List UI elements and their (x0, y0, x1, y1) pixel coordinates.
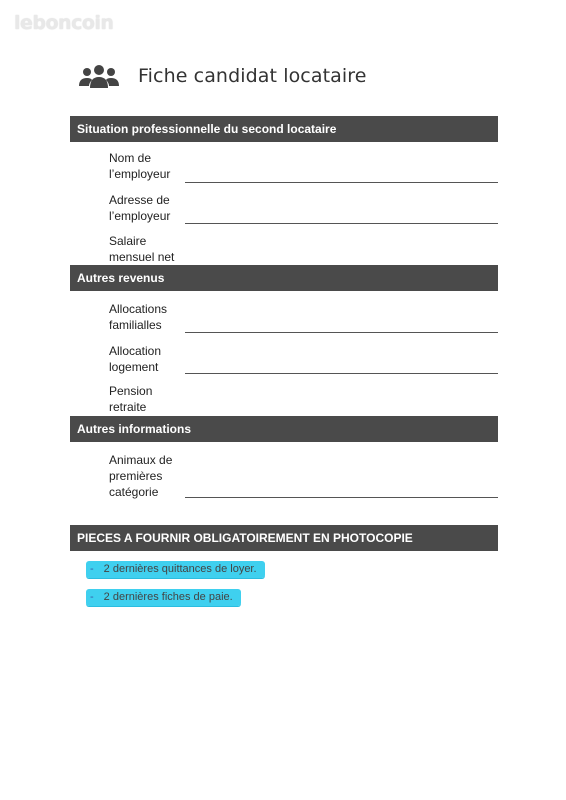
highlighted-item (86, 589, 241, 606)
label-line: l’employeur (109, 167, 171, 181)
label-line: catégorie (109, 485, 159, 499)
field-label-allocations-familiales (109, 301, 189, 333)
page-title: Fiche candidat locataire (138, 65, 367, 87)
people-group-icon (78, 62, 120, 90)
field-label-allocation-logement (109, 343, 189, 375)
section-pieces-a-fournir: PIECES A FOURNIR OBLIGATOIREMENT EN PHOTOCOPIE (70, 525, 498, 551)
field-label-pension-retraite (109, 383, 189, 415)
list-item (86, 591, 241, 603)
label-line: Salaire (109, 234, 147, 248)
piece-quittances: 2 dernières quittances de loyer. (103, 563, 257, 575)
section-autres-revenus: Autres revenus (70, 265, 498, 291)
label-line: l’employeur (109, 209, 171, 223)
bullet-dash: - (90, 563, 94, 575)
animaux-field[interactable] (185, 497, 498, 498)
label-line: logement (109, 360, 159, 374)
section-situation-professionnelle: Situation professionnelle du second locataire (70, 116, 498, 142)
adresse-employeur-field[interactable] (185, 223, 498, 224)
highlighted-item (86, 561, 265, 578)
form-header (78, 62, 367, 90)
field-label-nom-employeur (109, 150, 189, 182)
label-line: familialles (109, 318, 162, 332)
allocations-familiales-field[interactable] (185, 332, 498, 333)
label-line: Allocations (109, 302, 168, 316)
label-line: retraite (109, 400, 147, 414)
bullet-dash: - (90, 591, 94, 603)
piece-fiches-paie: 2 dernières fiches de paie. (103, 591, 233, 603)
section-autres-informations: Autres informations (70, 416, 498, 442)
label-line: Pension (109, 384, 153, 398)
allocation-logement-field[interactable] (185, 373, 498, 374)
leboncoin-watermark: leboncoin (14, 12, 114, 34)
label-line: Animaux de (109, 453, 173, 467)
field-label-salaire (109, 233, 189, 265)
field-label-animaux (109, 452, 189, 500)
label-line: Nom de (109, 151, 152, 165)
label-line: Adresse de (109, 193, 170, 207)
label-line: premières (109, 469, 163, 483)
field-label-adresse-employeur (109, 192, 189, 224)
label-line: Allocation (109, 344, 162, 358)
list-item (86, 563, 265, 575)
nom-employeur-field[interactable] (185, 182, 498, 183)
label-line: mensuel net (109, 250, 175, 264)
